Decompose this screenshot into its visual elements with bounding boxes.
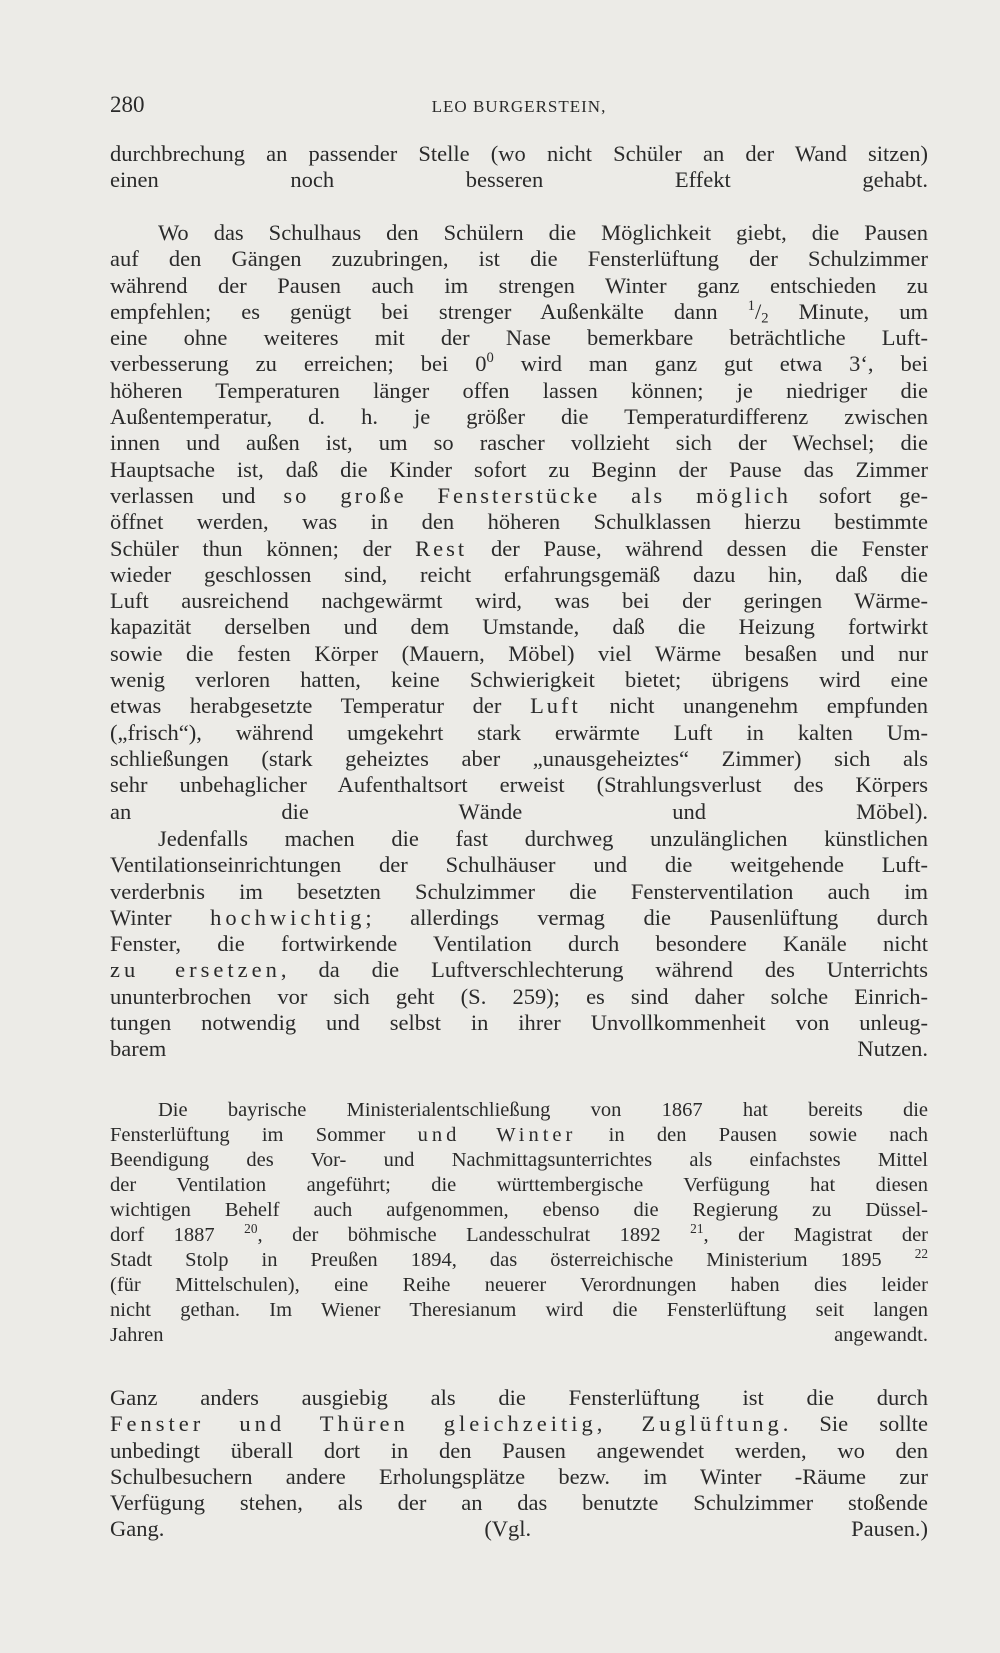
footnote-marker: 22 xyxy=(914,1246,928,1262)
text-line: einen noch besseren Effekt gehabt. xyxy=(110,167,928,193)
footnote-marker: 21 xyxy=(690,1221,704,1237)
emphasis-spaced: so große Fensterstücke als möglich xyxy=(283,482,791,508)
text-line: verlassen und so große Fensterstücke als möglich sofort ge- xyxy=(110,482,928,508)
text-line: der Ventilation angeführt; die württembergische Verfügung hat diesen xyxy=(110,1174,928,1196)
emphasis-spaced: Luft xyxy=(530,693,581,719)
footnote-marker: 20 xyxy=(244,1221,258,1237)
text-line: wenig verloren hatten, keine Schwierigkeit bietet; übrigens wird eine xyxy=(110,667,928,693)
text-line: Die bayrische Ministerialentschließung von 1867 hat bereits die xyxy=(158,1099,928,1121)
emphasis-spaced: und Winter xyxy=(417,1124,577,1146)
text-line: wieder geschlossen sind, reicht erfahrungsgemäß dazu hin, daß die xyxy=(110,561,928,587)
degree-mark: 0 xyxy=(486,350,494,367)
paragraph-regulations xyxy=(110,1098,928,1348)
paragraph-window-ventilation xyxy=(110,220,928,825)
running-head: LEO BURGERSTEIN, xyxy=(431,97,607,116)
text-line: Stadt Stolp in Preußen 1894, das österreichische Ministerium 1895 $^{22}$ xyxy=(110,1246,928,1271)
text-line: barem Nutzen. xyxy=(110,1036,928,1062)
text-line: Fenster, die fortwirkende Ventilation durch besondere Kanäle nicht xyxy=(110,931,928,957)
page-header xyxy=(110,92,928,126)
text-line: etwas herabgesetzte Temperatur der Luft nicht unangenehm empfunden xyxy=(110,693,929,719)
text-line: Fensterlüftung im Sommer und Winter in den Pausen sowie nach xyxy=(110,1124,928,1146)
fraction-numerator: 1 xyxy=(747,298,755,315)
page-number: 280 xyxy=(110,92,145,117)
text-line: Beendigung des Vor- und Nachmittagsunterrichtes als einfachstes Mittel xyxy=(110,1149,928,1171)
text-line: durchbrechung an passender Stelle (wo nicht Schüler an der Wand sitzen) xyxy=(110,141,928,166)
text-line: Jedenfalls machen die fast durchweg unzulänglichen künstlichen xyxy=(158,826,928,851)
text-line: („frisch“), während umgekehrt stark erwärmte Luft in kalten Um- xyxy=(110,719,928,745)
text-line: Hauptsache ist, daß die Kinder sofort zu Beginn der Pause das Zimmer xyxy=(110,456,928,482)
text-line: tungen notwendig und selbst in ihrer Unvollkommenheit von unleug- xyxy=(110,1010,928,1036)
text-line: Ventilationseinrichtungen der Schulhäuser und die weitgehende Luft- xyxy=(110,852,928,878)
text-line: Verfügung stehen, als der an das benutzte Schulzimmer stoßende xyxy=(110,1490,928,1516)
text-line: auf den Gängen zuzubringen, ist die Fensterlüftung der Schulzimmer xyxy=(110,246,928,272)
text-line: (für Mittelschulen), eine Reihe neuerer Verordnungen haben dies leider xyxy=(110,1274,928,1296)
text-line: innen und außen ist, um so rascher vollzieht sich der Wechsel; die xyxy=(110,430,928,456)
text-line: ununterbrochen vor sich geht (S. 259); es sind daher solche Einrich- xyxy=(110,983,928,1009)
emphasis-spaced: Fenster und Thüren gleichzeitig, Zuglüftung xyxy=(110,1411,783,1437)
text-line: Winter hochwichtig; allerdings vermag die Pausenlüftung durch xyxy=(110,904,928,930)
text-line: empfehlen; es genügt bei strenger Außenkälte dann $^1/_2$ Minute, um xyxy=(110,298,928,327)
text-line: Außentemperatur, d. h. je größer die Temperaturdifferenz zwischen xyxy=(110,404,928,430)
text-line: kapazität derselben und dem Umstande, daß die Heizung fortwirkt xyxy=(110,614,928,640)
text-line: Fenster und Thüren gleichzeitig, Zuglüftung. Sie sollte xyxy=(110,1411,928,1437)
paragraph-artificial-ventilation xyxy=(110,826,928,1063)
text-line: zu ersetzen, da die Luftverschlechterung während des Unterrichts xyxy=(110,957,928,983)
text-line: während der Pausen auch im strengen Winter ganz entschieden zu xyxy=(110,272,928,298)
text-line: Ganz anders ausgiebig als die Fensterlüftung ist die durch xyxy=(110,1385,928,1410)
text-line: Wo das Schulhaus den Schülern die Möglichkeit giebt, die Pausen xyxy=(158,220,928,245)
text-line: an die Wände und Möbel). xyxy=(110,798,928,824)
text-line: Luft ausreichend nachgewärmt wird, was bei der geringen Wärme- xyxy=(110,588,928,614)
text-line: verbesserung zu erreichen; bei $0^0$ wird man ganz gut etwa 3‘, bei xyxy=(110,350,928,377)
text-line: unbedingt überall dort in den Pausen angewendet werden, wo den xyxy=(110,1437,928,1463)
fraction-denominator: 2 xyxy=(761,310,769,327)
text-line: wichtigen Behelf auch aufgenommen, ebenso die Regierung zu Düssel- xyxy=(110,1199,928,1221)
text-line: Schüler thun können; der Rest der Pause, während dessen die Fenster xyxy=(110,535,928,561)
text-line: verderbnis im besetzten Schulzimmer die Fensterventilation auch im xyxy=(110,878,928,904)
text-line: sehr unbehaglicher Aufenthaltsort erweist (Strahlungsverlust des Körpers xyxy=(110,772,928,798)
emphasis-spaced: Rest xyxy=(415,535,468,561)
emphasis-spaced: zu ersetzen xyxy=(110,957,281,983)
text-line: Jahren angewandt. xyxy=(110,1324,928,1346)
text-line: nicht gethan. Im Wiener Theresianum wird die Fensterlüftung seit langen xyxy=(110,1299,928,1321)
emphasis-spaced: hochwichtig xyxy=(210,904,366,930)
paragraph-draught-ventilation xyxy=(110,1385,928,1543)
text-line: dorf 1887 $^{20}$, der böhmische Landesschulrat 1892 $^{21}$, der Magistrat der xyxy=(110,1221,928,1246)
text-line: Schulbesuchern andere Erholungsplätze bezw. im Winter -Räume zur xyxy=(110,1463,928,1489)
text-line: Gang. (Vgl. Pausen.) xyxy=(110,1516,928,1542)
text-line: schließungen (stark geheiztes aber „unausgeheiztes“ Zimmer) sich als xyxy=(110,745,928,771)
text-line: höheren Temperaturen länger offen lassen können; je niedriger die xyxy=(110,377,928,403)
text-line: eine ohne weiteres mit der Nase bemerkbare beträchtliche Luft- xyxy=(110,325,928,351)
text-line: sowie die festen Körper (Mauern, Möbel) viel Wärme besaßen und nur xyxy=(110,640,928,666)
paragraph-continuation xyxy=(110,141,928,194)
text-line: öffnet werden, was in den höheren Schulklassen hierzu bestimmte xyxy=(110,509,928,535)
